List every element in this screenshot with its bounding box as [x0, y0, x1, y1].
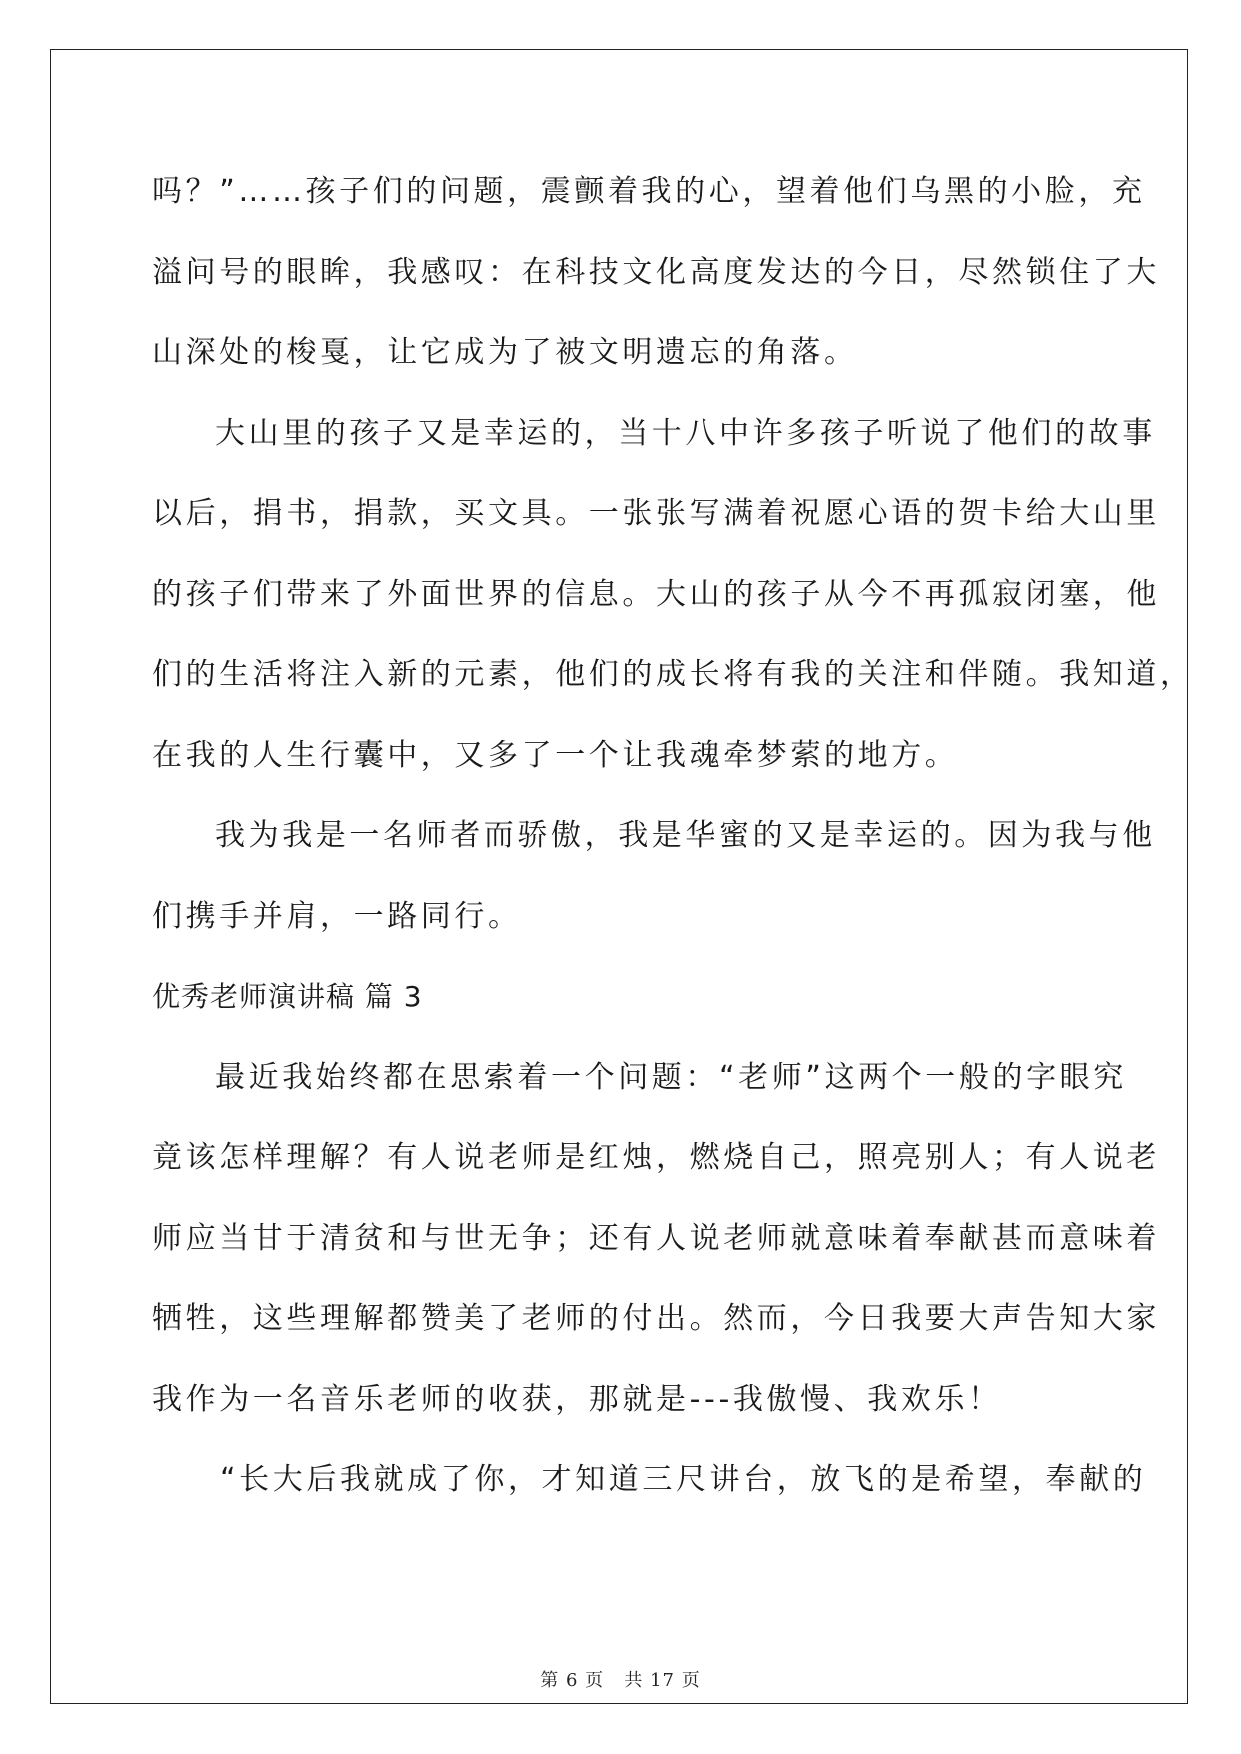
text-line: 在我的人生行囊中，又多了一个让我魂牵梦萦的地方。 [152, 737, 959, 773]
text-line: 我作为一名音乐老师的收获，那就是---我傲慢、我欢乐！ [152, 1381, 1002, 1417]
text-line: 竟该怎样理解？有人说老师是红烛，燃烧自己，照亮别人；有人说老 [152, 1140, 1160, 1175]
paragraph-start-line: 最近我始终都在思索着一个问题：“老师”这两个一般的字眼究 [215, 1059, 1127, 1095]
text-line: 吗？”……孩子们的问题，震颤着我的心，望着他们乌黑的小脸，充 [152, 174, 1146, 209]
paragraph-start-line: 我为我是一名师者而骄傲，我是华蜜的又是幸运的。因为我与他 [215, 818, 1156, 853]
text-line: 们携手并肩，一路同行。 [152, 898, 522, 934]
text-line: 以后，捐书，捐款，买文具。一张张写满着祝愿心语的贺卡给大山里 [152, 496, 1160, 531]
document-body [152, 165, 1194, 1534]
text-line: 们的生活将注入新的元素，他们的成长将有我的关注和伴随。我知道， [152, 657, 1194, 692]
paragraph-start-line: 大山里的孩子又是幸运的，当十八中许多孩子听说了他们的故事 [215, 415, 1156, 451]
page-number: 第 6 页 共 17 页 [540, 1670, 701, 1691]
text-line: 的孩子们带来了外面世界的信息。大山的孩子从今不再孤寂闭塞，他 [152, 576, 1160, 612]
text-line: 山深处的梭戛，让它成为了被文明遗忘的角落。 [152, 335, 858, 370]
page-footer [0, 1666, 1241, 1692]
paragraph-start-line: “长大后我就成了你，才知道三尺讲台，放飞的是希望，奉献的 [220, 1462, 1147, 1497]
text-line: 牺牲，这些理解都赞美了老师的付出。然而，今日我要大声告知大家 [152, 1301, 1160, 1336]
section-heading: 优秀老师演讲稿 篇 3 [152, 980, 423, 1013]
text-line: 溢问号的眼眸，我感叹：在科技文化高度发达的今日，尽然锁住了大 [152, 254, 1160, 290]
text-line: 师应当甘于清贫和与世无争；还有人说老师就意味着奉献甚而意味着 [152, 1220, 1160, 1256]
